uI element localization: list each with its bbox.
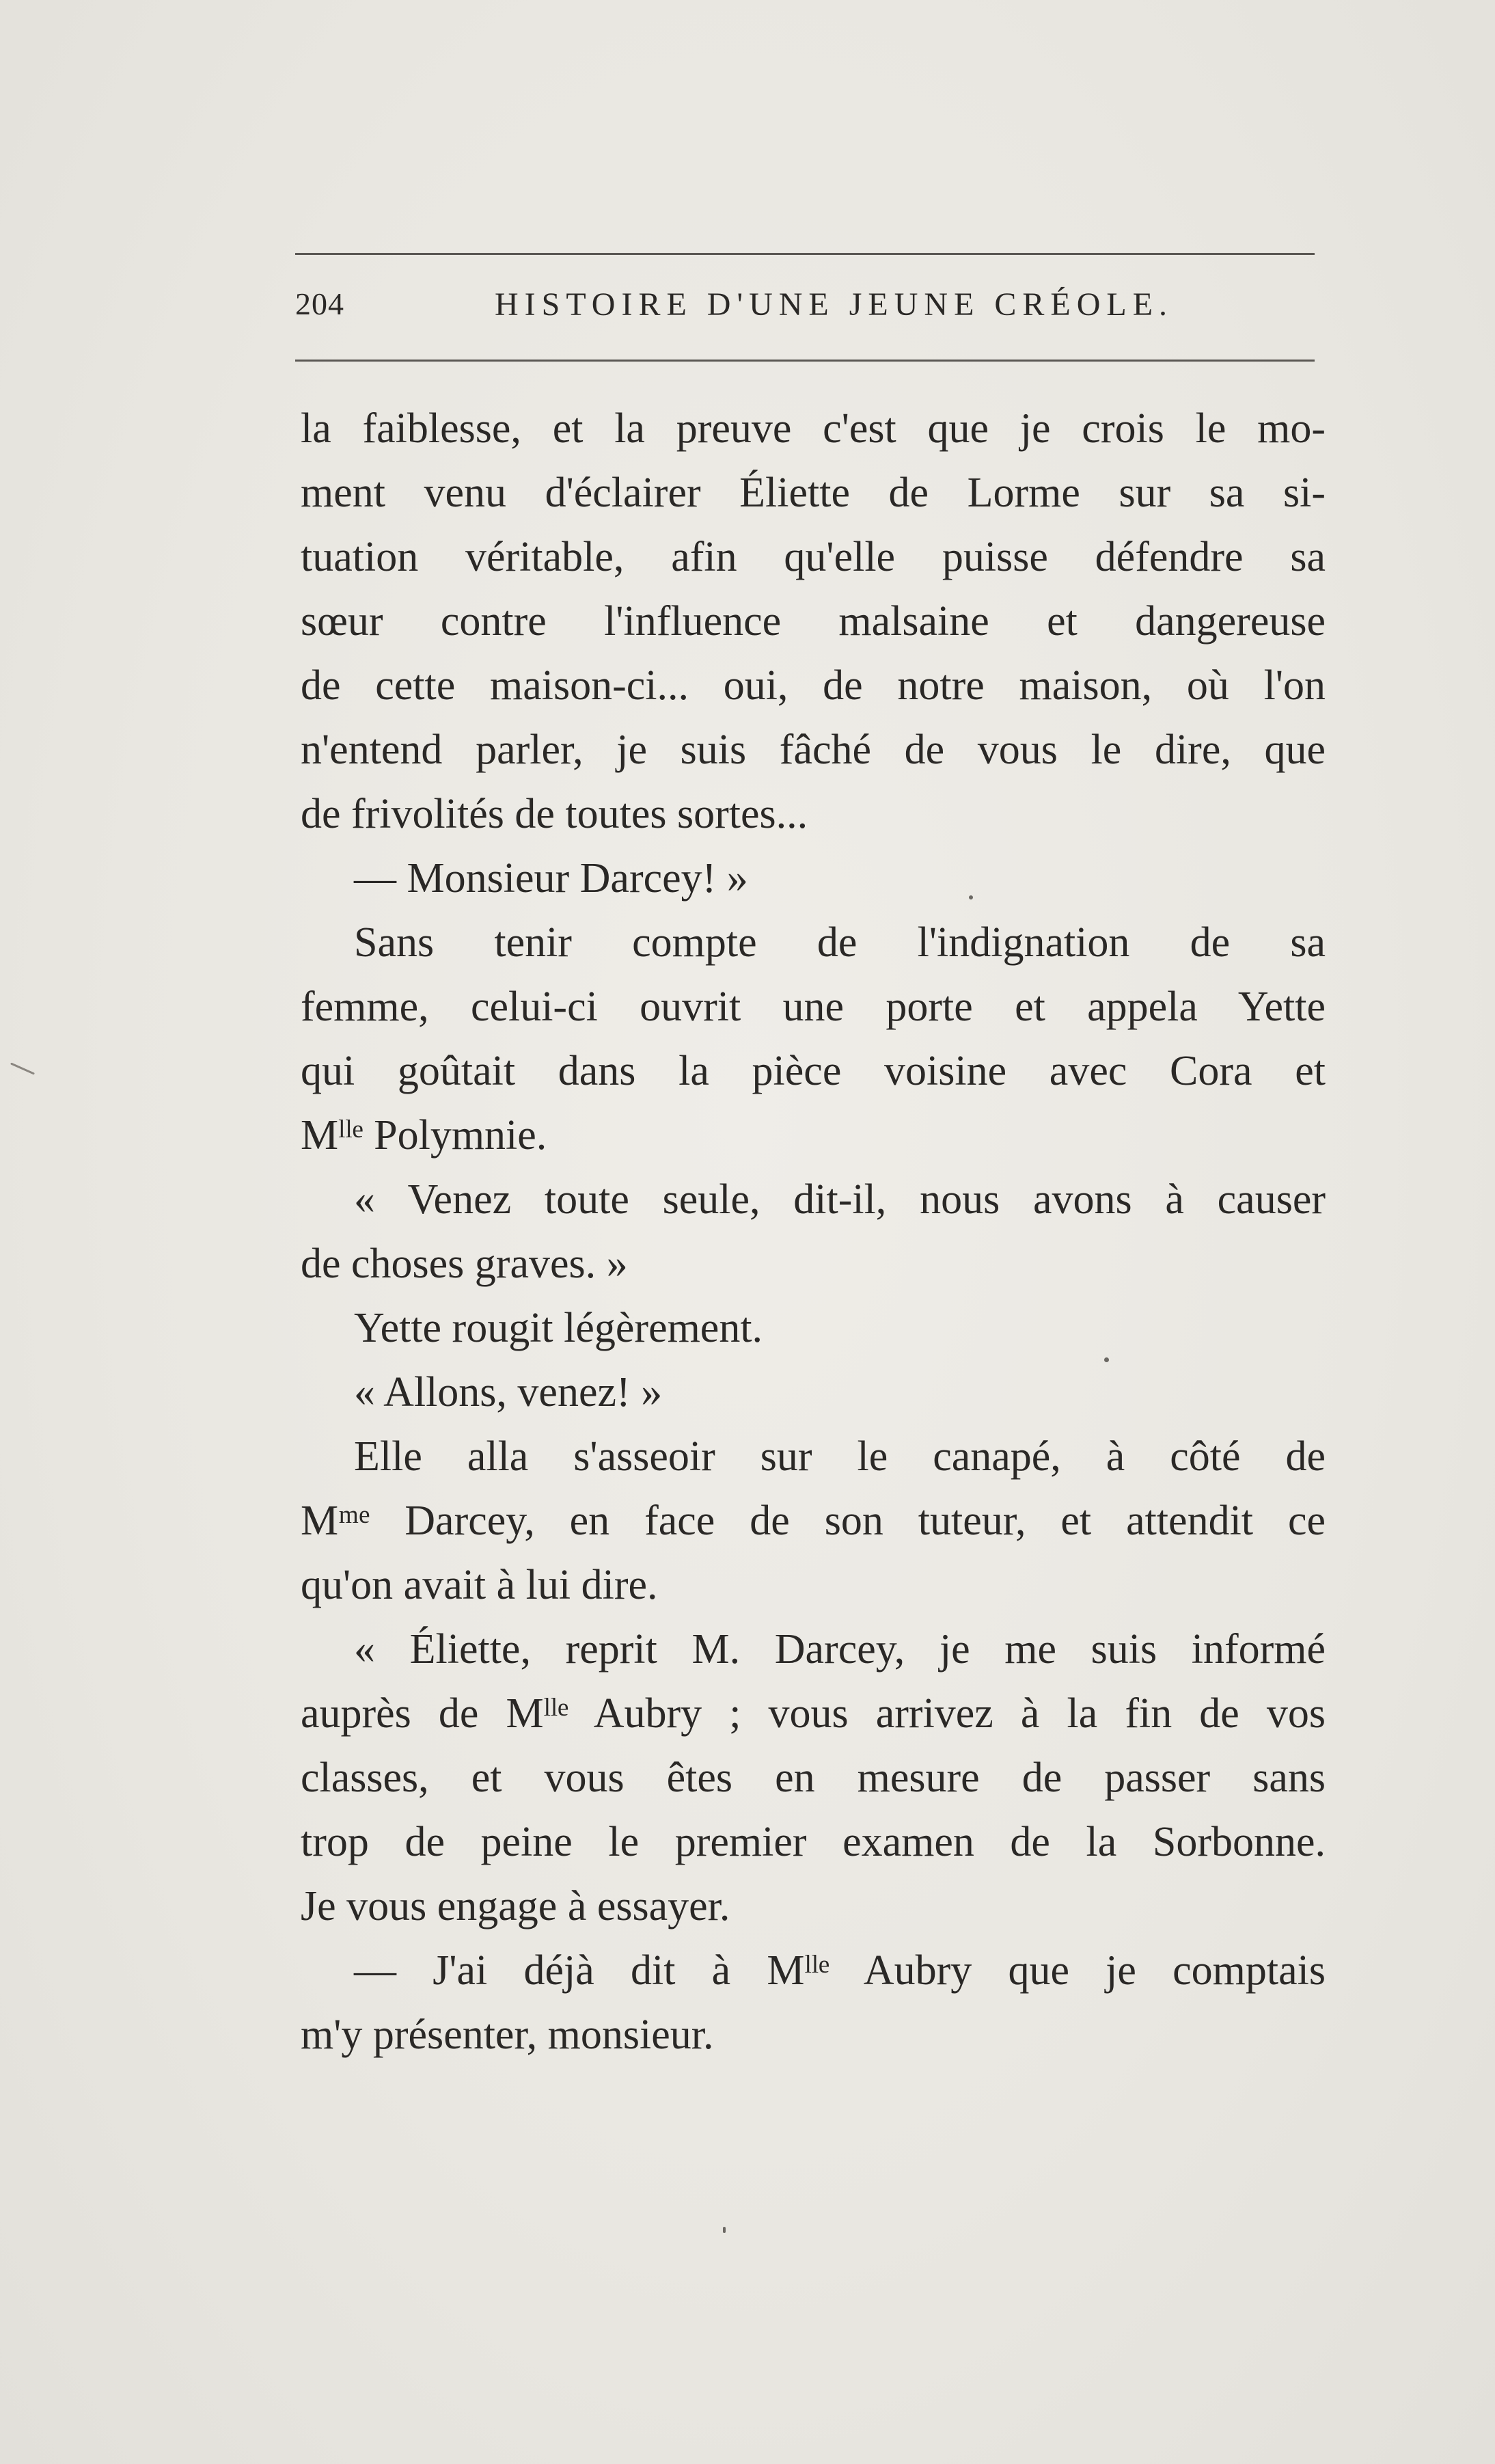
text-line: auprès de Mˡˡᵉ Aubry ; vous arrivez à la fin de vos xyxy=(301,1690,1326,1737)
text-line: m'y présenter, monsieur. xyxy=(301,2012,714,2058)
page-number: 204 xyxy=(295,286,344,321)
text-line: qu'on avait à lui dire. xyxy=(301,1562,658,1608)
text-line: qui goûtait dans la pièce voisine avec Cora et xyxy=(301,1048,1326,1094)
paper-speck xyxy=(723,2227,726,2233)
text-line: tuation véritable, afin qu'elle puisse défendre sa xyxy=(301,534,1326,580)
body-text xyxy=(301,396,1326,2067)
text-line: Je vous engage à essayer. xyxy=(301,1883,730,1930)
text-line: de frivolités de toutes sortes... xyxy=(301,791,808,837)
text-line: femme, celui-ci ouvrit une porte et appela Yette xyxy=(301,984,1326,1030)
text-line: Yette rougit légèrement. xyxy=(354,1305,763,1351)
paper-speck xyxy=(10,1062,35,1074)
text-line: — J'ai déjà dit à Mˡˡᵉ Aubry que je comptais xyxy=(354,1947,1326,1994)
text-line: trop de peine le premier examen de la Sorbonne. xyxy=(301,1819,1326,1865)
text-line: classes, et vous êtes en mesure de passer sans xyxy=(301,1755,1326,1801)
header-top-rule xyxy=(295,253,1315,255)
paper-speck xyxy=(969,895,973,899)
text-line: la faiblesse, et la preuve c'est que je crois le mo- xyxy=(301,405,1326,452)
text-line: « Allons, venez! » xyxy=(354,1369,663,1416)
text-line: ment venu d'éclairer Éliette de Lorme sur sa si- xyxy=(301,470,1326,516)
text-line: — Monsieur Darcey! » xyxy=(354,855,748,902)
paper-speck xyxy=(1104,1357,1109,1362)
text-line: « Venez toute seule, dit-il, nous avons à causer xyxy=(354,1176,1326,1223)
text-line: Mˡˡᵉ Polymnie. xyxy=(301,1112,547,1159)
text-line: n'entend parler, je suis fâché de vous le dire, que xyxy=(301,727,1326,773)
text-line: de cette maison-ci... oui, de notre maison, où l'on xyxy=(301,662,1326,709)
text-line: Sans tenir compte de l'indignation de sa xyxy=(354,919,1326,966)
text-line: Elle alla s'asseoir sur le canapé, à côté de xyxy=(354,1433,1326,1480)
text-line: sœur contre l'influence malsaine et dangereuse xyxy=(301,598,1326,645)
page-header xyxy=(295,273,1315,342)
text-line: Mᵐᵉ Darcey, en face de son tuteur, et attendit ce xyxy=(301,1498,1326,1544)
header-bottom-rule xyxy=(295,360,1315,362)
text-line: de choses graves. » xyxy=(301,1241,628,1287)
text-line: « Éliette, reprit M. Darcey, je me suis informé xyxy=(354,1626,1326,1673)
running-title: HISTOIRE D'UNE JEUNE CRÉOLE. xyxy=(495,286,1174,323)
